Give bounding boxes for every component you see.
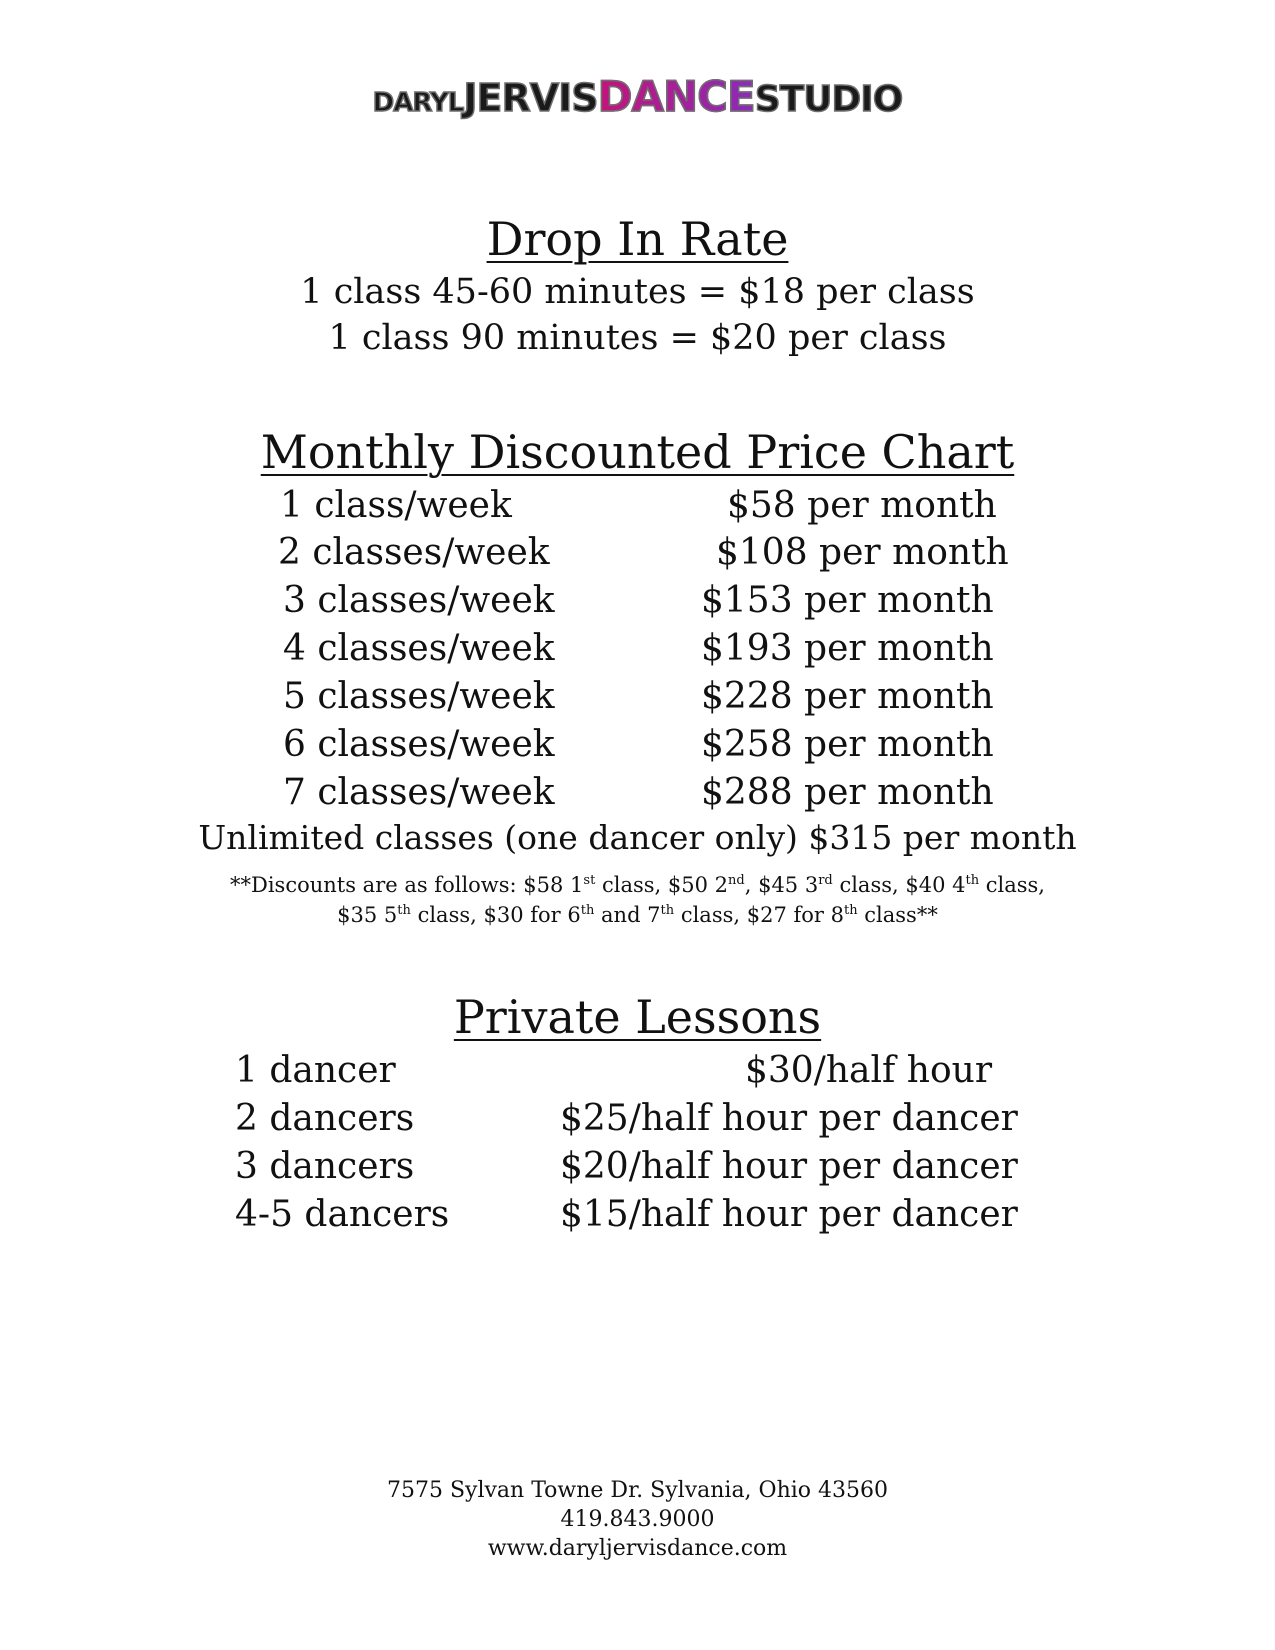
note2-sup-d: th — [843, 903, 858, 918]
note1-sup-d: th — [965, 873, 980, 888]
logo-jervis-text: JERVIS — [463, 76, 598, 120]
note2-sup-c: th — [660, 903, 675, 918]
private-row-4-price: $15/half hour per dancer — [560, 1194, 1018, 1235]
monthly-unlimited: Unlimited classes (one dancer only) $315 per month — [198, 818, 1077, 857]
private-row-1-price: $30/half hour — [745, 1050, 993, 1091]
drop-in-line-1: 1 class 45-60 minutes = $18 per class — [300, 272, 975, 312]
studio-logo — [0, 72, 1275, 121]
monthly-row-7-label: 7 classes/week — [283, 772, 555, 813]
drop-in-title: Drop In Rate — [486, 212, 789, 266]
note1-sup-a: st — [583, 873, 596, 888]
monthly-row-3-price: $153 per month — [701, 580, 994, 621]
private-title: Private Lessons — [453, 990, 822, 1044]
note2-part-a: $35 5 — [337, 903, 398, 927]
monthly-row-6-label: 6 classes/week — [283, 724, 555, 765]
note1-sup-c: rd — [818, 873, 833, 888]
note1-part-b: class, $50 2 — [595, 873, 729, 897]
monthly-row-5-price: $228 per month — [701, 676, 994, 717]
note2-part-c: and 7 — [594, 903, 661, 927]
monthly-title: Monthly Discounted Price Chart — [260, 425, 1015, 479]
note1-part-d: class, $40 4 — [832, 873, 966, 897]
footer-phone: 419.843.9000 — [560, 1507, 715, 1532]
monthly-row-3-label: 3 classes/week — [283, 580, 555, 621]
monthly-row-2-label: 2 classes/week — [278, 532, 550, 573]
private-row-2-price: $25/half hour per dancer — [560, 1098, 1018, 1139]
private-row-4-label: 4-5 dancers — [235, 1194, 450, 1235]
private-row-3-label: 3 dancers — [235, 1146, 415, 1187]
logo-dance-text: DANCE — [597, 72, 755, 121]
monthly-row-4-label: 4 classes/week — [283, 628, 555, 669]
monthly-row-4-price: $193 per month — [701, 628, 994, 669]
note2-part-d: class, $27 for 8 — [674, 903, 844, 927]
note2-part-b: class, $30 for 6 — [410, 903, 581, 927]
private-row-2-label: 2 dancers — [235, 1098, 415, 1139]
monthly-row-5-label: 5 classes/week — [283, 676, 555, 717]
discount-note-line-2 — [0, 903, 1275, 927]
note1-part-c: , $45 3 — [744, 873, 819, 897]
monthly-row-2-price: $108 per month — [716, 532, 1009, 573]
monthly-row-6-price: $258 per month — [701, 724, 994, 765]
note2-part-e: class** — [857, 903, 938, 927]
monthly-row-1-price: $58 per month — [727, 485, 997, 526]
footer-website-link[interactable]: www.daryljervisdance.com — [487, 1536, 788, 1561]
logo-studio-text: STUDIO — [754, 79, 903, 120]
discount-note-line-1 — [0, 873, 1275, 897]
private-row-3-price: $20/half hour per dancer — [560, 1146, 1018, 1187]
monthly-row-7-price: $288 per month — [701, 772, 994, 813]
note2-sup-b: th — [580, 903, 595, 918]
note1-part-a: **Discounts are as follows: $58 1 — [230, 873, 584, 897]
note1-sup-b: nd — [728, 873, 745, 888]
note1-part-e: class, — [979, 873, 1045, 897]
footer-address: 7575 Sylvan Towne Dr. Sylvania, Ohio 43560 — [386, 1478, 889, 1503]
drop-in-line-2: 1 class 90 minutes = $20 per class — [328, 318, 947, 358]
monthly-row-1-label: 1 class/week — [280, 485, 512, 526]
private-row-1-label: 1 dancer — [235, 1050, 396, 1091]
logo-daryl-text: DARYL — [372, 88, 464, 118]
note2-sup-a: th — [397, 903, 411, 918]
